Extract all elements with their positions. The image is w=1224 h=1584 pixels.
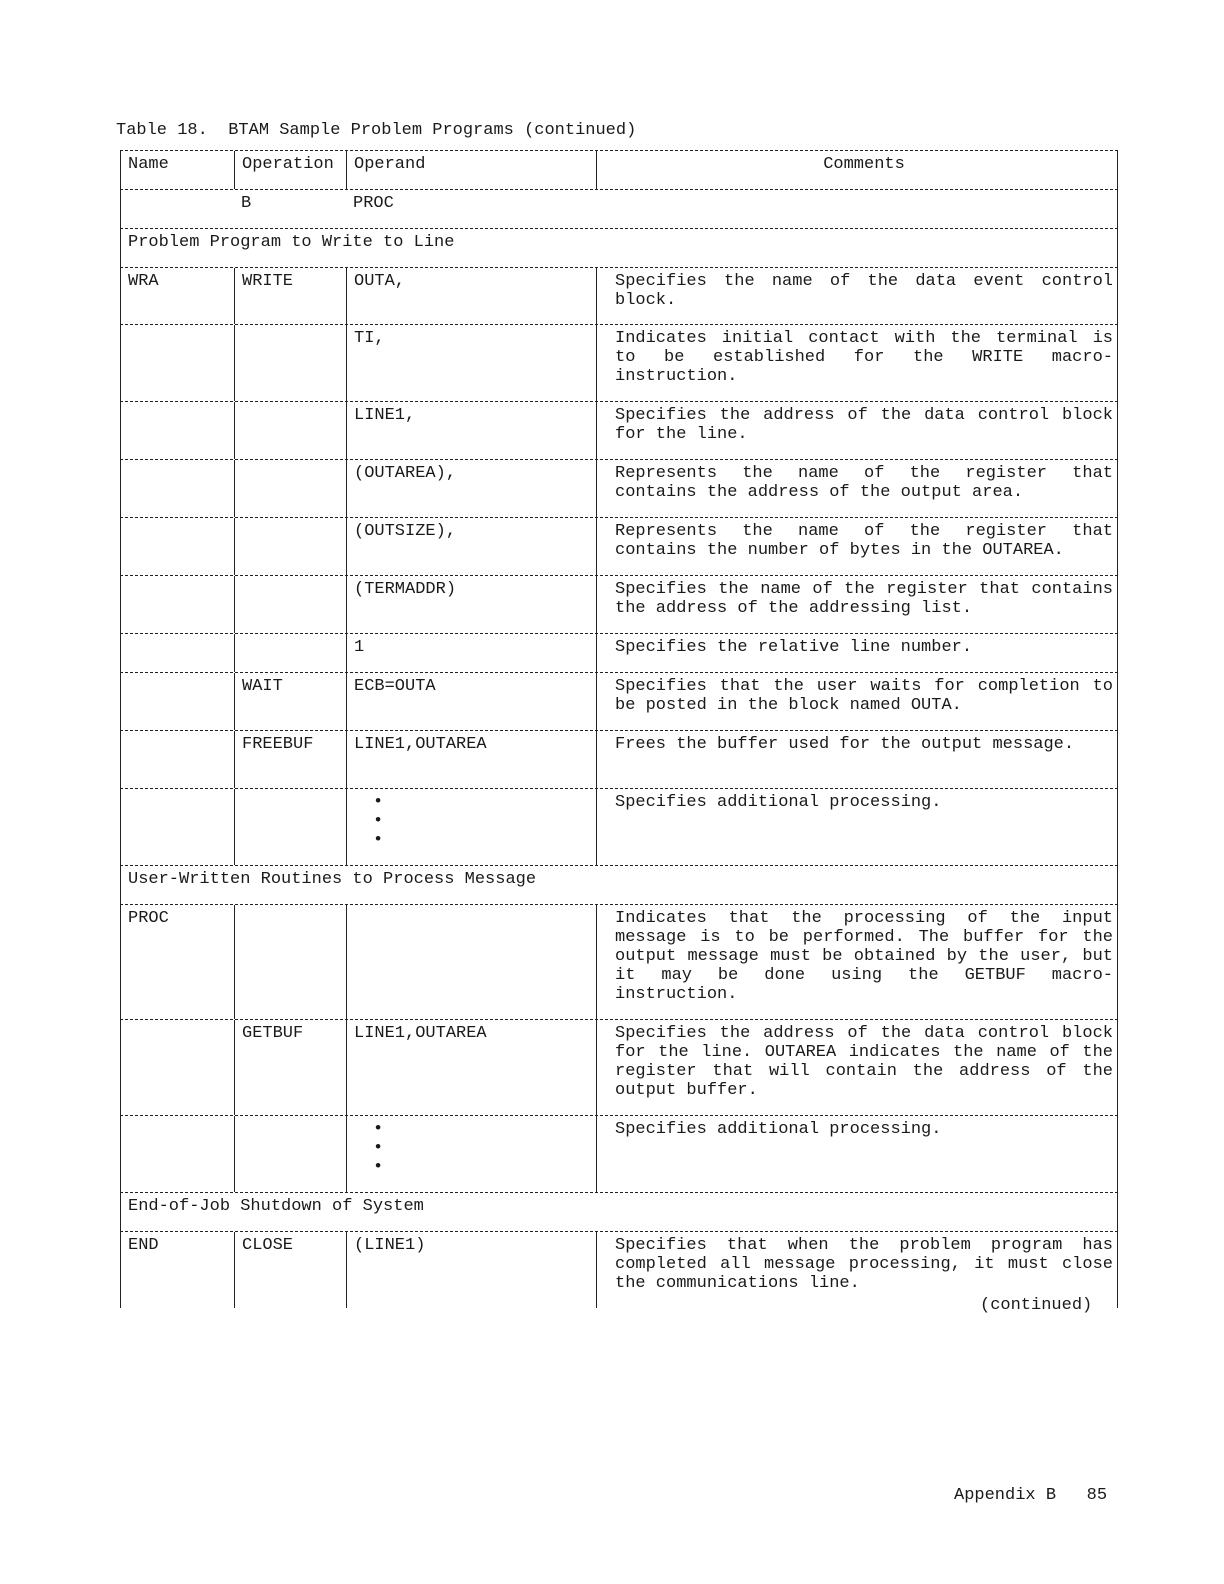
section-title: End-of-Job Shutdown of System: [120, 1193, 1118, 1231]
cell-comment: Specifies that the user waits for completion to be posted in the block named OUTA.: [596, 673, 1118, 730]
sample-program-table: [120, 150, 1118, 1308]
cell-comment: Indicates that the processing of the input message is to be performed. The buffer for the output message must be obtained by the user, but it may be done using the GETBUF macro-instruction.: [596, 905, 1118, 1019]
table-row: [120, 324, 1118, 401]
cell-operand: (LINE1): [346, 1232, 596, 1308]
cell-operand: TI,: [346, 325, 596, 401]
cell-name: [120, 1116, 234, 1192]
cell-comment: Represents the name of the register that contains the address of the output area.: [596, 460, 1118, 517]
section-title: User-Written Routines to Process Message: [120, 866, 1118, 904]
section-row: [120, 865, 1118, 904]
table-row: [120, 633, 1118, 672]
cell-name: [120, 518, 234, 575]
continued-note: (continued): [980, 1296, 1093, 1315]
table-row: [120, 267, 1118, 324]
cell-operation: [234, 518, 346, 575]
table-row: [120, 459, 1118, 517]
header-comments: Comments: [596, 151, 1118, 189]
table-row: [120, 401, 1118, 459]
cell-operation: GETBUF: [234, 1020, 346, 1115]
cell-operand: ECB=OUTA: [346, 673, 596, 730]
cell-name: [120, 402, 234, 459]
cell-operand: LINE1,OUTAREA: [346, 731, 596, 788]
vertical-dot: •: [373, 793, 384, 812]
cell-operand: (TERMADDR): [346, 576, 596, 633]
cell-comment: Specifies additional processing.: [596, 789, 1118, 865]
cell-name: PROC: [120, 905, 234, 1019]
header-operand: Operand: [346, 151, 596, 189]
cell-comment: Indicates initial contact with the terminal is to be established for the WRITE macro-instruction.: [596, 325, 1118, 401]
cell-operation: WRITE: [234, 268, 346, 324]
cell-operation: WAIT: [234, 673, 346, 730]
cell-operand: PROC: [353, 194, 394, 213]
table-row: [120, 904, 1118, 1019]
cell-operation: [234, 1116, 346, 1192]
cell-comment: Frees the buffer used for the output message.: [596, 731, 1118, 788]
cell-name: [120, 673, 234, 730]
cell-name: [120, 731, 234, 788]
cell-operation: [234, 325, 346, 401]
cell-name: [120, 460, 234, 517]
header-operation: Operation: [234, 151, 346, 189]
table-row: [120, 189, 1118, 228]
table-row: [120, 575, 1118, 633]
cell-name: [120, 190, 234, 228]
cell-operation: B: [241, 194, 252, 213]
vertical-dot: •: [373, 1139, 384, 1158]
cell-operand-ellipsis: [346, 789, 596, 865]
cell-operand: LINE1,OUTAREA: [346, 1020, 596, 1115]
cell-operation: FREEBUF: [234, 731, 346, 788]
cell-operand: 1: [346, 634, 596, 672]
table-row: [120, 672, 1118, 730]
cell-operation: [234, 905, 346, 1019]
table-row: [120, 730, 1118, 788]
cell-comment: Specifies the name of the register that contains the address of the addressing list.: [596, 576, 1118, 633]
vertical-dot: •: [373, 812, 384, 831]
page-footer: Appendix B 85: [954, 1486, 1108, 1505]
cell-name: WRA: [120, 268, 234, 324]
section-row: [120, 1192, 1118, 1231]
cell-comment: Represents the name of the register that contains the number of bytes in the OUTAREA.: [596, 518, 1118, 575]
table-row: [120, 517, 1118, 575]
section-row: [120, 228, 1118, 267]
header-row: [120, 150, 1118, 189]
table-row: [120, 788, 1118, 865]
cell-name: [120, 634, 234, 672]
cell-name: END: [120, 1232, 234, 1308]
cell-name: [120, 325, 234, 401]
cell-operand: [346, 905, 596, 1019]
table-row: [120, 1019, 1118, 1115]
table-row: [120, 1115, 1118, 1192]
vertical-dot: •: [373, 1120, 384, 1139]
vertical-dot: •: [373, 831, 384, 850]
cell-comment: Specifies additional processing.: [596, 1116, 1118, 1192]
cell-name: [120, 576, 234, 633]
vertical-dot: •: [373, 1158, 384, 1177]
cell-operation: [234, 789, 346, 865]
cell-comment: Specifies the relative line number.: [596, 634, 1118, 672]
cell-comment: Specifies the address of the data control block for the line.: [596, 402, 1118, 459]
cell-comment: [596, 190, 1118, 228]
cell-operand-ellipsis: [346, 1116, 596, 1192]
cell-operand: LINE1,: [346, 402, 596, 459]
cell-comment: Specifies that when the problem program has completed all message processing, it must close the communications line.: [596, 1232, 1118, 1308]
section-title: Problem Program to Write to Line: [120, 229, 1118, 267]
table-row: [120, 1231, 1118, 1308]
cell-operation: [234, 460, 346, 517]
table-caption: Table 18. BTAM Sample Problem Programs (continued): [116, 121, 637, 140]
cell-operand: (OUTSIZE),: [346, 518, 596, 575]
cell-name: [120, 789, 234, 865]
cell-operation: CLOSE: [234, 1232, 346, 1308]
cell-comment: Specifies the address of the data control block for the line. OUTAREA indicates the name of the register that will contain the address of the output buffer.: [596, 1020, 1118, 1115]
cell-operand: OUTA,: [346, 268, 596, 324]
cell-operand: (OUTAREA),: [346, 460, 596, 517]
cell-operation: [234, 576, 346, 633]
cell-name: [120, 1020, 234, 1115]
cell-operation: [234, 634, 346, 672]
cell-operation: [234, 402, 346, 459]
cell-comment: Specifies the name of the data event control block.: [596, 268, 1118, 324]
header-name: Name: [120, 151, 234, 189]
